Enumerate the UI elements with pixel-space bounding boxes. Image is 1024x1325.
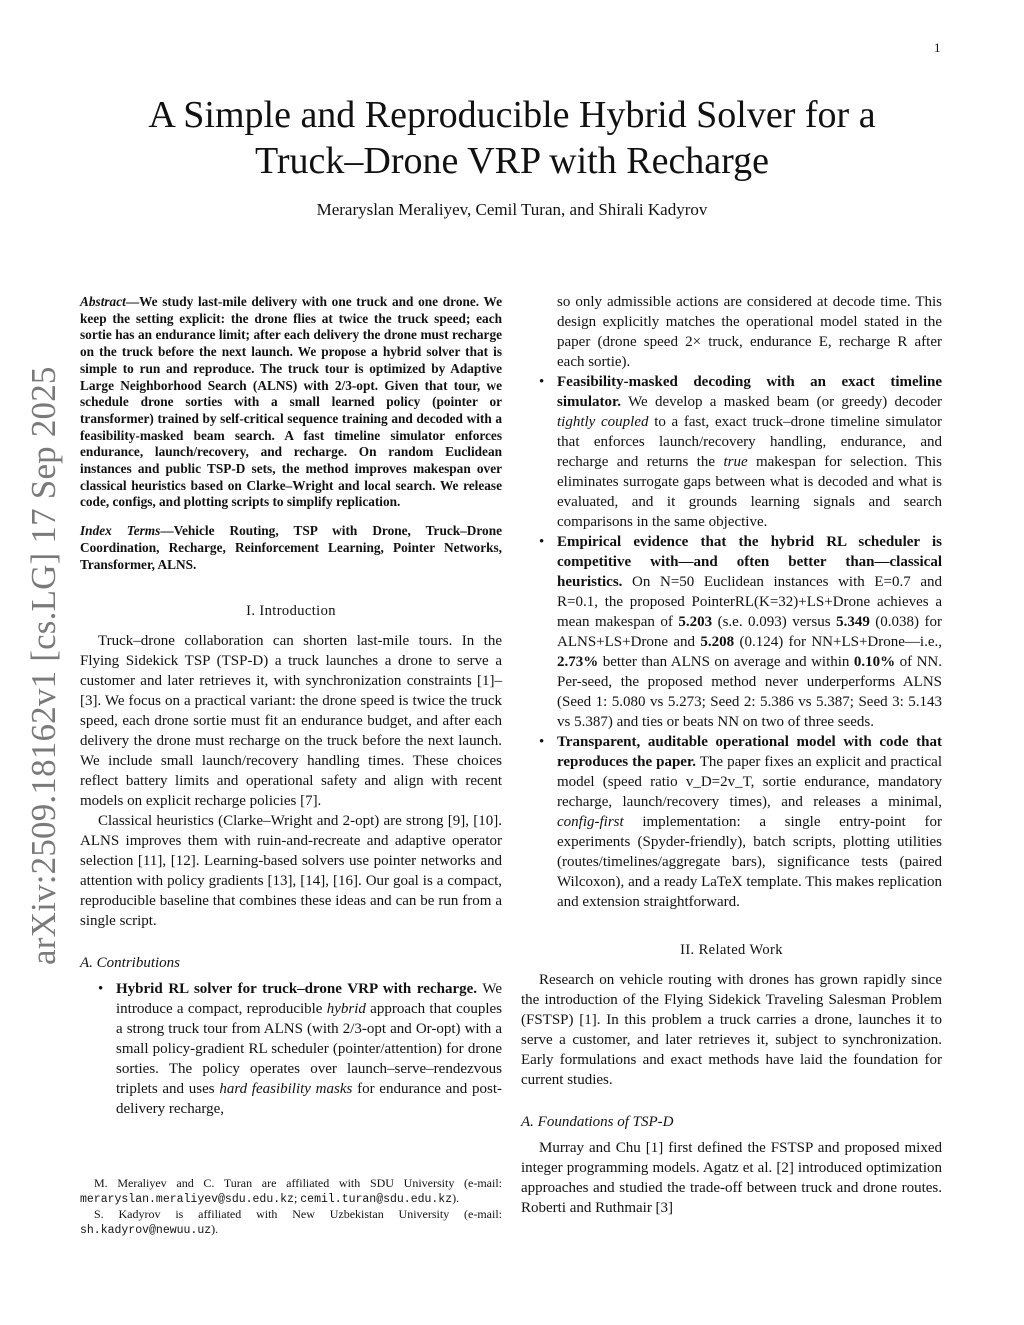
contribution-3-improvement: 2.73% [557, 654, 599, 670]
left-column [80, 294, 502, 1119]
contribution-3-text-f: of NN. Per-seed, the proposed method never underperforms ALNS (Seed 1: 5.080 vs 5.273; Seed 2: 5.386 vs 5.387; Seed 3: 5.143 vs 5.387) and ties or beats NN on two of three seeds. [557, 654, 942, 730]
contribution-4-text-b: implementation: a single entry-point for experiments (Spyder-friendly), batch scripts, plotting utilities (routes/timelines/aggregate bars), significance tests (paired Wilcoxon), and a ready LaTeX template. This makes replication and extension straightforward. [557, 814, 942, 910]
bullet-icon: • [539, 734, 545, 750]
contributions-list [80, 979, 502, 1119]
contribution-2-emph-b: true [723, 454, 748, 470]
contribution-3-title: Empirical evidence that the hybrid RL scheduler is competitive with—and often better than—classical heuristics. [557, 534, 942, 590]
intro-paragraph-2: Classical heuristics (Clarke–Wright and 2-opt) are strong [9], [10]. ALNS improves them with ruin-and-recreate and adaptive operator selection [11], [12]. Learning-based solvers use pointer networks and attention with policy gradients [13], [14], [16]. Our goal is a compact, reproducible baseline that combines these ideas and can be run from a single script. [80, 813, 502, 930]
contribution-2-text-b: to a fast, exact truck–drone timeline simulator that enforces launch/recovery handling, endurance, and recharge and returns the [557, 414, 942, 470]
section-heading-related-work: II. Related Work [680, 942, 783, 958]
footnote-1-email-2: cemil.turan@sdu.edu.kz [300, 1193, 453, 1206]
contribution-1-continued: so only admissible actions are considered at decode time. This design explicitly matches the operational model stated in the paper (drone speed 2× truck, endurance E, recharge R after each sortie). [557, 294, 942, 370]
bullet-icon: • [98, 981, 104, 998]
index-terms [80, 523, 502, 573]
contribution-2-text-c: makespan for selection. This eliminates surrogate gaps between what is decoded and what is evaluated, and it grounds learning signals and search comparisons in the same objective. [557, 454, 942, 530]
footnote-1 [80, 1176, 502, 1207]
contribution-1-text-b: approach that couples a strong truck tour from ALNS (with 2/3-opt and Or-opt) with a small policy-gradient RL scheduler (pointer/attention) for drone sorties. The policy operates over launch–serve–rendezvous triplets and uses [116, 1001, 502, 1098]
contribution-2-text-a: We develop a masked beam (or greedy) decoder [621, 394, 942, 410]
bullet-icon: • [539, 534, 545, 550]
contribution-4-title: Transparent, auditable operational model with code that reproduces the paper. [557, 734, 942, 770]
footnote-1-end: ). [452, 1191, 460, 1205]
contribution-1-text-a: We introduce a compact, reproducible [116, 981, 502, 1018]
footnotes [80, 1176, 502, 1238]
authors: Meraryslan Meraliyev, Cemil Turan, and Shirali Kadyrov [316, 200, 708, 219]
contribution-4-text-a: The paper fixes an explicit and practical model (speed ratio v_D=2v_T, sortie endurance, mandatory recharge, launch/recovery times), and releases a minimal, [557, 754, 942, 810]
contribution-item-2 [521, 372, 942, 532]
footnote-2-text: S. Kadyrov is affiliated with New Uzbekistan University (e-mail: [94, 1207, 502, 1221]
footnote-2-email: sh.kadyrov@newuu.uz [80, 1224, 212, 1237]
contribution-3-text-e: better than ALNS on average and within [598, 654, 854, 670]
subsection-heading-foundations: A. Foundations of TSP-D [521, 1114, 674, 1130]
section-heading-introduction: I. Introduction [246, 603, 336, 620]
footnote-2-end: ). [211, 1222, 219, 1236]
contribution-4-emph-a: config-first [557, 814, 624, 830]
subsection-heading-contributions: A. Contributions [80, 955, 181, 972]
title-line-1: A Simple and Reproducible Hybrid Solver for a [148, 94, 876, 136]
paper-title [60, 92, 964, 184]
contribution-3-text-a: On N=50 Euclidean instances with E=0.7 and R=0.1, the proposed PointerRL(K=32)+LS+Drone achieves a mean makespan of [557, 574, 942, 630]
footnote-2 [80, 1207, 502, 1238]
index-terms-text: —Vehicle Routing, TSP with Drone, Truck–Drone Coordination, Recharge, Reinforcement Learning, Pointer Networks, Transformer, ALNS. [80, 523, 502, 572]
intro-paragraph-1: Truck–drone collaboration can shorten last-mile tours. In the Flying Sidekick TSP (TSP-D) a truck launches a drone to serve a customer and later retrieves it, with synchronization constraints [1]–[3]. We focus on a practical variant: the drone speed is twice the truck speed, each drone sortie must fit an endurance budget, and after each delivery the drone must recharge on the truck before the next launch. We include small launch/recovery handling times. These choices reflect battery limits and operational safety and align with recent models on explicit recharge policies [7]. [80, 633, 502, 810]
bullet-icon: • [539, 374, 545, 390]
footnote-1-separator: ; [293, 1191, 301, 1205]
contribution-2-emph-a: tightly coupled [557, 414, 649, 430]
related-work-paragraph-2: Murray and Chu [1] first defined the FSTSP and proposed mixed integer programming models. Agatz et al. [2] introduced optimization approaches and studied the trade-off between truck and drone routes. Roberti and Ruthmair [3] [521, 1140, 942, 1216]
abstract-text: —We study last-mile delivery with one truck and one drone. We keep the setting explicit: the drone flies at twice the truck speed; each sortie has an endurance limit; after each delivery the drone must recharge on the truck before the next launch. We propose a hybrid solver that is simple to run and reproduce. The truck tour is optimized by Adaptive Large Neighborhood Search (ALNS) with 2/3-opt. Given that tour, we schedule drone sorties with a small learned policy (pointer or transformer) trained by self-critical sequence training and decoded with a feasibility-masked beam search. A fast timeline simulator enforces endurance, launch/recovery, and recharge. On random Euclidean instances and public TSP-D sets, the method improves makespan over classical heuristics based on Clarke–Wright and local search. We release code, configs, and plotting scripts to simplify replication. [80, 294, 502, 510]
contributions-list-continued [521, 372, 942, 912]
footnote-1-text: M. Meraliyev and C. Turan are affiliated with SDU University (e-mail: [94, 1176, 502, 1190]
contribution-item-4 [521, 732, 942, 912]
right-column [521, 292, 942, 1218]
title-line-2: Truck–Drone VRP with Recharge [254, 140, 770, 182]
index-terms-label: Index Terms [80, 523, 161, 539]
contribution-3-text-d: (0.124) for NN+LS+Drone—i.e., [734, 634, 942, 650]
contribution-1-text-c: for endurance and post-delivery recharge, [116, 1081, 503, 1118]
contribution-item-1 [80, 979, 502, 1119]
contribution-3-value-nn: 5.208 [700, 634, 735, 650]
footnote-1-email-1: meraryslan.meraliyev@sdu.edu.kz [80, 1193, 294, 1206]
contribution-3-gap: 0.10% [853, 654, 896, 670]
contribution-3-text-b: (s.e. 0.093) versus [712, 614, 837, 630]
contribution-1-emph-b: hard feasibility masks [219, 1081, 353, 1098]
contribution-item-3 [521, 532, 942, 732]
contribution-1-title: Hybrid RL solver for truck–drone VRP with recharge. [116, 981, 478, 998]
abstract [80, 294, 502, 511]
contribution-2-title: Feasibility-masked decoding with an exact timeline simulator. [557, 374, 942, 410]
arxiv-stamp: arXiv:2509.18162v1 [cs.LG] 17 Sep 2025 [24, 366, 63, 965]
page-number: 1 [934, 40, 941, 55]
abstract-label: Abstract [80, 294, 126, 309]
contribution-1-emph-a: hybrid [326, 1001, 366, 1018]
related-work-paragraph-1: Research on vehicle routing with drones has grown rapidly since the introduction of the Flying Sidekick Traveling Salesman Problem (FSTSP) [1]. In this problem a truck carries a drone, launches it to serve a customer, and later retrieves it, subject to synchronization. Early formulations and exact methods have laid the foundation for current studies. [521, 972, 942, 1088]
contribution-3-text-c: (0.038) for ALNS+LS+Drone and [557, 614, 942, 650]
contribution-3-value-pointerrl: 5.203 [678, 614, 713, 630]
contribution-3-value-alns: 5.349 [836, 614, 870, 630]
